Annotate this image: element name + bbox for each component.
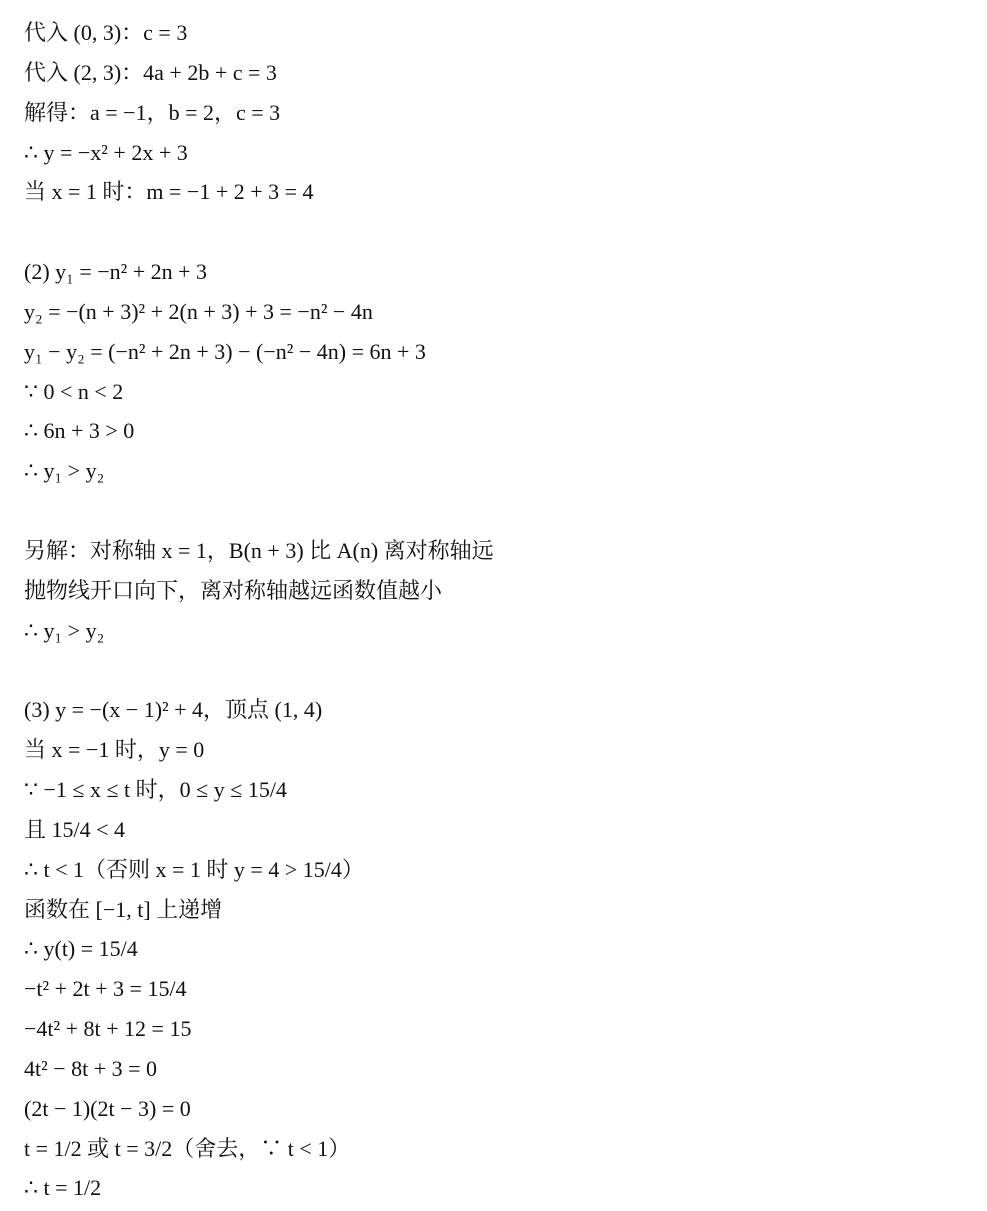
text-line: 代入 (2, 3)：4a + 2b + c = 3	[24, 59, 277, 85]
text-line: −t² + 2t + 3 = 15/4	[24, 976, 187, 1002]
text-line: y₂ = −(n + 3)² + 2(n + 3) + 3 = −n² − 4n	[24, 298, 373, 324]
text-line: y₁ − y₂ = (−n² + 2n + 3) − (−n² − 4n) = 6n + 3	[24, 338, 426, 364]
text-line: 另解：对称轴 x = 1，B(n + 3) 比 A(n) 离对称轴远	[24, 537, 494, 563]
text-line: 抛物线开口向下，离对称轴越远函数值越小	[24, 577, 443, 603]
text-line: ∵ 0 < n < 2	[24, 378, 124, 404]
text-line: (3) y = −(x − 1)² + 4，顶点 (1, 4)	[24, 697, 323, 723]
text-line: ∴ t < 1（否则 x = 1 时 y = 4 > 15/4）	[24, 856, 364, 882]
text-line: ∴ t = 1/2	[24, 1175, 102, 1201]
text-line: 函数在 [−1, t] 上递增	[24, 896, 223, 922]
text-line: ∴ y(t) = 15/4	[24, 936, 138, 962]
text-line: ∴ y₁ > y₂	[24, 617, 105, 643]
text-line: (2) y₁ = −n² + 2n + 3	[24, 259, 208, 285]
blank-line	[24, 212, 963, 252]
text-line: ∴ y₁ > y₂	[24, 458, 105, 484]
text-line: 4t² − 8t + 3 = 0	[24, 1055, 158, 1081]
blank-line	[24, 491, 963, 531]
blank-line	[24, 651, 963, 691]
text-line: 当 x = 1 时：m = −1 + 2 + 3 = 4	[24, 179, 314, 205]
text-line: (2t − 1)(2t − 3) = 0	[24, 1095, 191, 1121]
text-line: ∴ 6n + 3 > 0	[24, 418, 135, 444]
text-line: 解得：a = −1，b = 2，c = 3	[24, 99, 281, 125]
text-line: 且 15/4 < 4	[24, 816, 126, 842]
text-line: ∵ −1 ≤ x ≤ t 时，0 ≤ y ≤ 15/4	[24, 777, 287, 803]
text-line: t = 1/2 或 t = 3/2（舍去，∵ t < 1）	[24, 1135, 351, 1161]
text-line: 代入 (0, 3)：c = 3	[24, 20, 188, 45]
text-line: 当 x = −1 时，y = 0	[24, 737, 205, 763]
solution-document	[24, 13, 963, 1208]
text-line: ∴ y = −x² + 2x + 3	[24, 139, 188, 165]
text-line: −4t² + 8t + 12 = 15	[24, 1016, 192, 1042]
